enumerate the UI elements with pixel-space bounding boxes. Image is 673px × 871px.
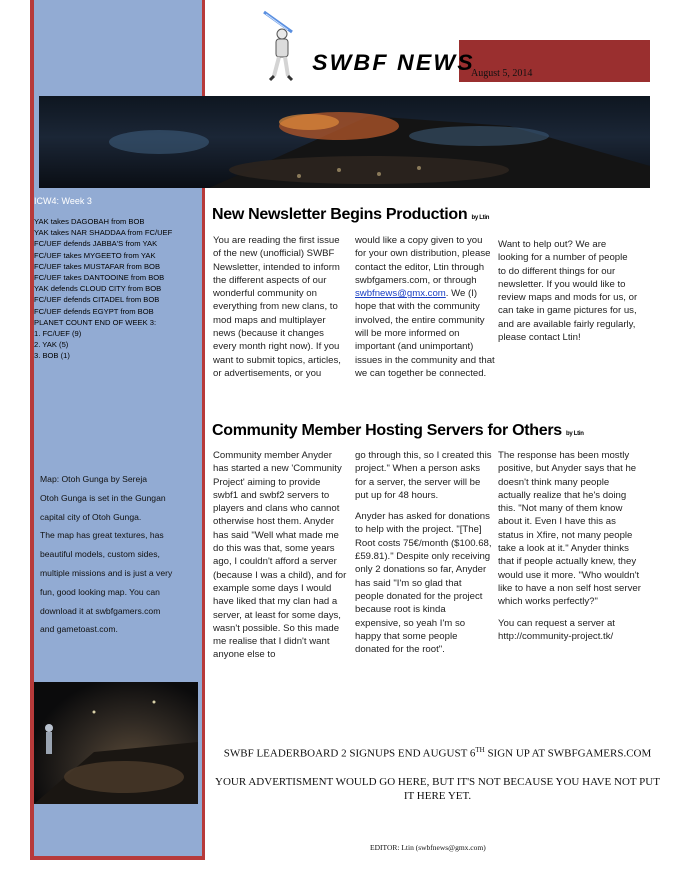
ranking-line: 3. BOB (1)	[34, 351, 70, 361]
result-line: FC/UEF defends JABBA'S from YAK	[34, 239, 158, 249]
article-paragraph	[355, 234, 495, 380]
leaderboard-text: SWBF LEADERBOARD 2 SIGNUPS END AUGUST 6	[223, 747, 476, 760]
article-paragraph: Community member Anyder has started a new 'Community Project' aiming to provide swbf1 and swbf2 servers to players and clans who cannot otherwise host them. Anyder has said "Well what made me do this was that, some years ago, I couldn't afford a server (because I was a child), and for example some days I would have liked that my clan had a server, at least for some days, wasn't possible. So this made me realise that I didn't want anyone else to	[213, 450, 347, 661]
map-review-line: Map: Otoh Gunga by Sereja	[40, 474, 148, 484]
article-column	[213, 234, 347, 388]
result-line: YAK takes NAR SHADDAA from FC/UEF	[34, 228, 173, 238]
planet-count-heading: PLANET COUNT END OF WEEK 3:	[34, 317, 157, 327]
map-review-line: The map has great textures, has	[40, 530, 164, 541]
map-review-line: and gametoast.com.	[40, 624, 118, 635]
map-review-line: capital city of Otoh Gunga.	[40, 511, 142, 522]
article-headline	[212, 206, 489, 224]
leaderboard-notice	[210, 746, 665, 760]
result-line: YAK defends CLOUD CITY from BOB	[34, 284, 162, 294]
article-column	[355, 449, 493, 664]
week-title: ICW4: Week 3	[34, 196, 92, 206]
ranking-line: 1. FC/UEF (9)	[34, 329, 82, 339]
article-paragraph: go through this, so I created this project." When a person asks for a server, the server will be put up for 48 hours.	[355, 450, 492, 501]
article-byline: by Ltin	[471, 215, 490, 221]
map-review	[40, 470, 198, 639]
result-line: FC/UEF defends EGYPT from BOB	[34, 306, 154, 316]
result-line: FC/UEF takes DANTOOINE from BOB	[34, 273, 165, 283]
article-paragraph: Want to help out? We are looking for a number of people to do different things for our newsletter. If you would like to review maps and mods for us, or can take in game pictures for us, and are available fairly regularly, please contact Ltin!	[498, 239, 638, 344]
issue-date: August 5, 2014	[471, 68, 533, 79]
leaderboard-tail: SIGN UP AT SWBFGAMERS.COM	[484, 747, 652, 760]
masthead-title: SWBF NEWS	[312, 50, 475, 75]
article-column	[498, 238, 638, 352]
article-paragraph: Anyder has asked for donations to help with the project. "[The] Root costs 75€/month ($100.68, £59.81)." Despite only receiving only 2 donations so far, Anyder has said "I'm so glad that people donated for the project because root is kinda expensive, so yeah I'm so happy that some people donated for the root".	[355, 511, 492, 656]
banner-image	[39, 96, 650, 188]
article-paragraph: The response has been mostly positive, but Anyder says that he doesn't think many people actually realize that he's doing this. "Not many of them know about it. Even I have this as status in Xfire, not many people take a look at it." Anyder thinks that if people actually knew, they would use it more. "Who wouldn't like to have a non self host server which works perfectly?"	[498, 450, 641, 608]
results-list	[34, 216, 200, 362]
advert-notice: YOUR ADVERTISMENT WOULD GO HERE, BUT IT'S NOT BECAUSE YOU HAVE NOT PUT IT HERE YET.	[215, 776, 660, 802]
map-review-line: multiple missions and is just a very	[40, 567, 173, 578]
article-text: would like a copy given to you for your own distribution, please contact the editor, Ltin through swbfgamers.com, or through	[355, 235, 491, 286]
article-title: New Newsletter Begins Production	[212, 206, 468, 223]
article-byline: by Ltin	[566, 431, 584, 437]
result-line: FC/UEF takes MUSTAFAR from BOB	[34, 261, 161, 271]
article-text: . We (I) hope that with the community involved, the entire community will be more informed on important (and unimportant) issues in the community and that we can together be connected.	[355, 288, 495, 379]
article-paragraph: You can request a server at http://community-project.tk/	[498, 617, 615, 642]
article-paragraph: You are reading the first issue of the new (unofficial) SWBF Newsletter, intended to inform the different aspects of our wonderful community on everything from new clans, to mod maps and multiplayer news (because it changes every month right now). If you want to submit topics, articles, or advertisements, or you	[213, 235, 341, 379]
result-line: FC/UEF takes MYGEETO from YAK	[34, 250, 156, 260]
result-line: YAK takes DAGOBAH from BOB	[34, 217, 145, 226]
map-review-line: Otoh Gunga is set in the Gungan	[40, 492, 166, 503]
email-link[interactable]: swbfnews@gmx.com	[355, 288, 446, 300]
map-review-line: download it at swbfgamers.com	[40, 605, 161, 616]
ranking-line: 2. YAK (5)	[34, 340, 69, 350]
editor-credit: EDITOR: Ltin (swbfnews@gmx.com)	[370, 843, 486, 852]
article-column	[213, 449, 347, 670]
map-review-line: beautiful models, custom sides,	[40, 549, 160, 560]
article-column	[355, 234, 495, 388]
leaderboard-superscript: TH	[475, 746, 485, 754]
trooper-illustration	[258, 6, 318, 84]
article-column	[498, 449, 644, 651]
article-title: Community Member Hosting Servers for Others	[212, 422, 562, 439]
map-review-line: fun, good looking map. You can	[40, 586, 160, 597]
result-line: FC/UEF defends CITADEL from BOB	[34, 295, 160, 305]
article-headline	[212, 422, 584, 440]
map-screenshot	[34, 682, 198, 804]
